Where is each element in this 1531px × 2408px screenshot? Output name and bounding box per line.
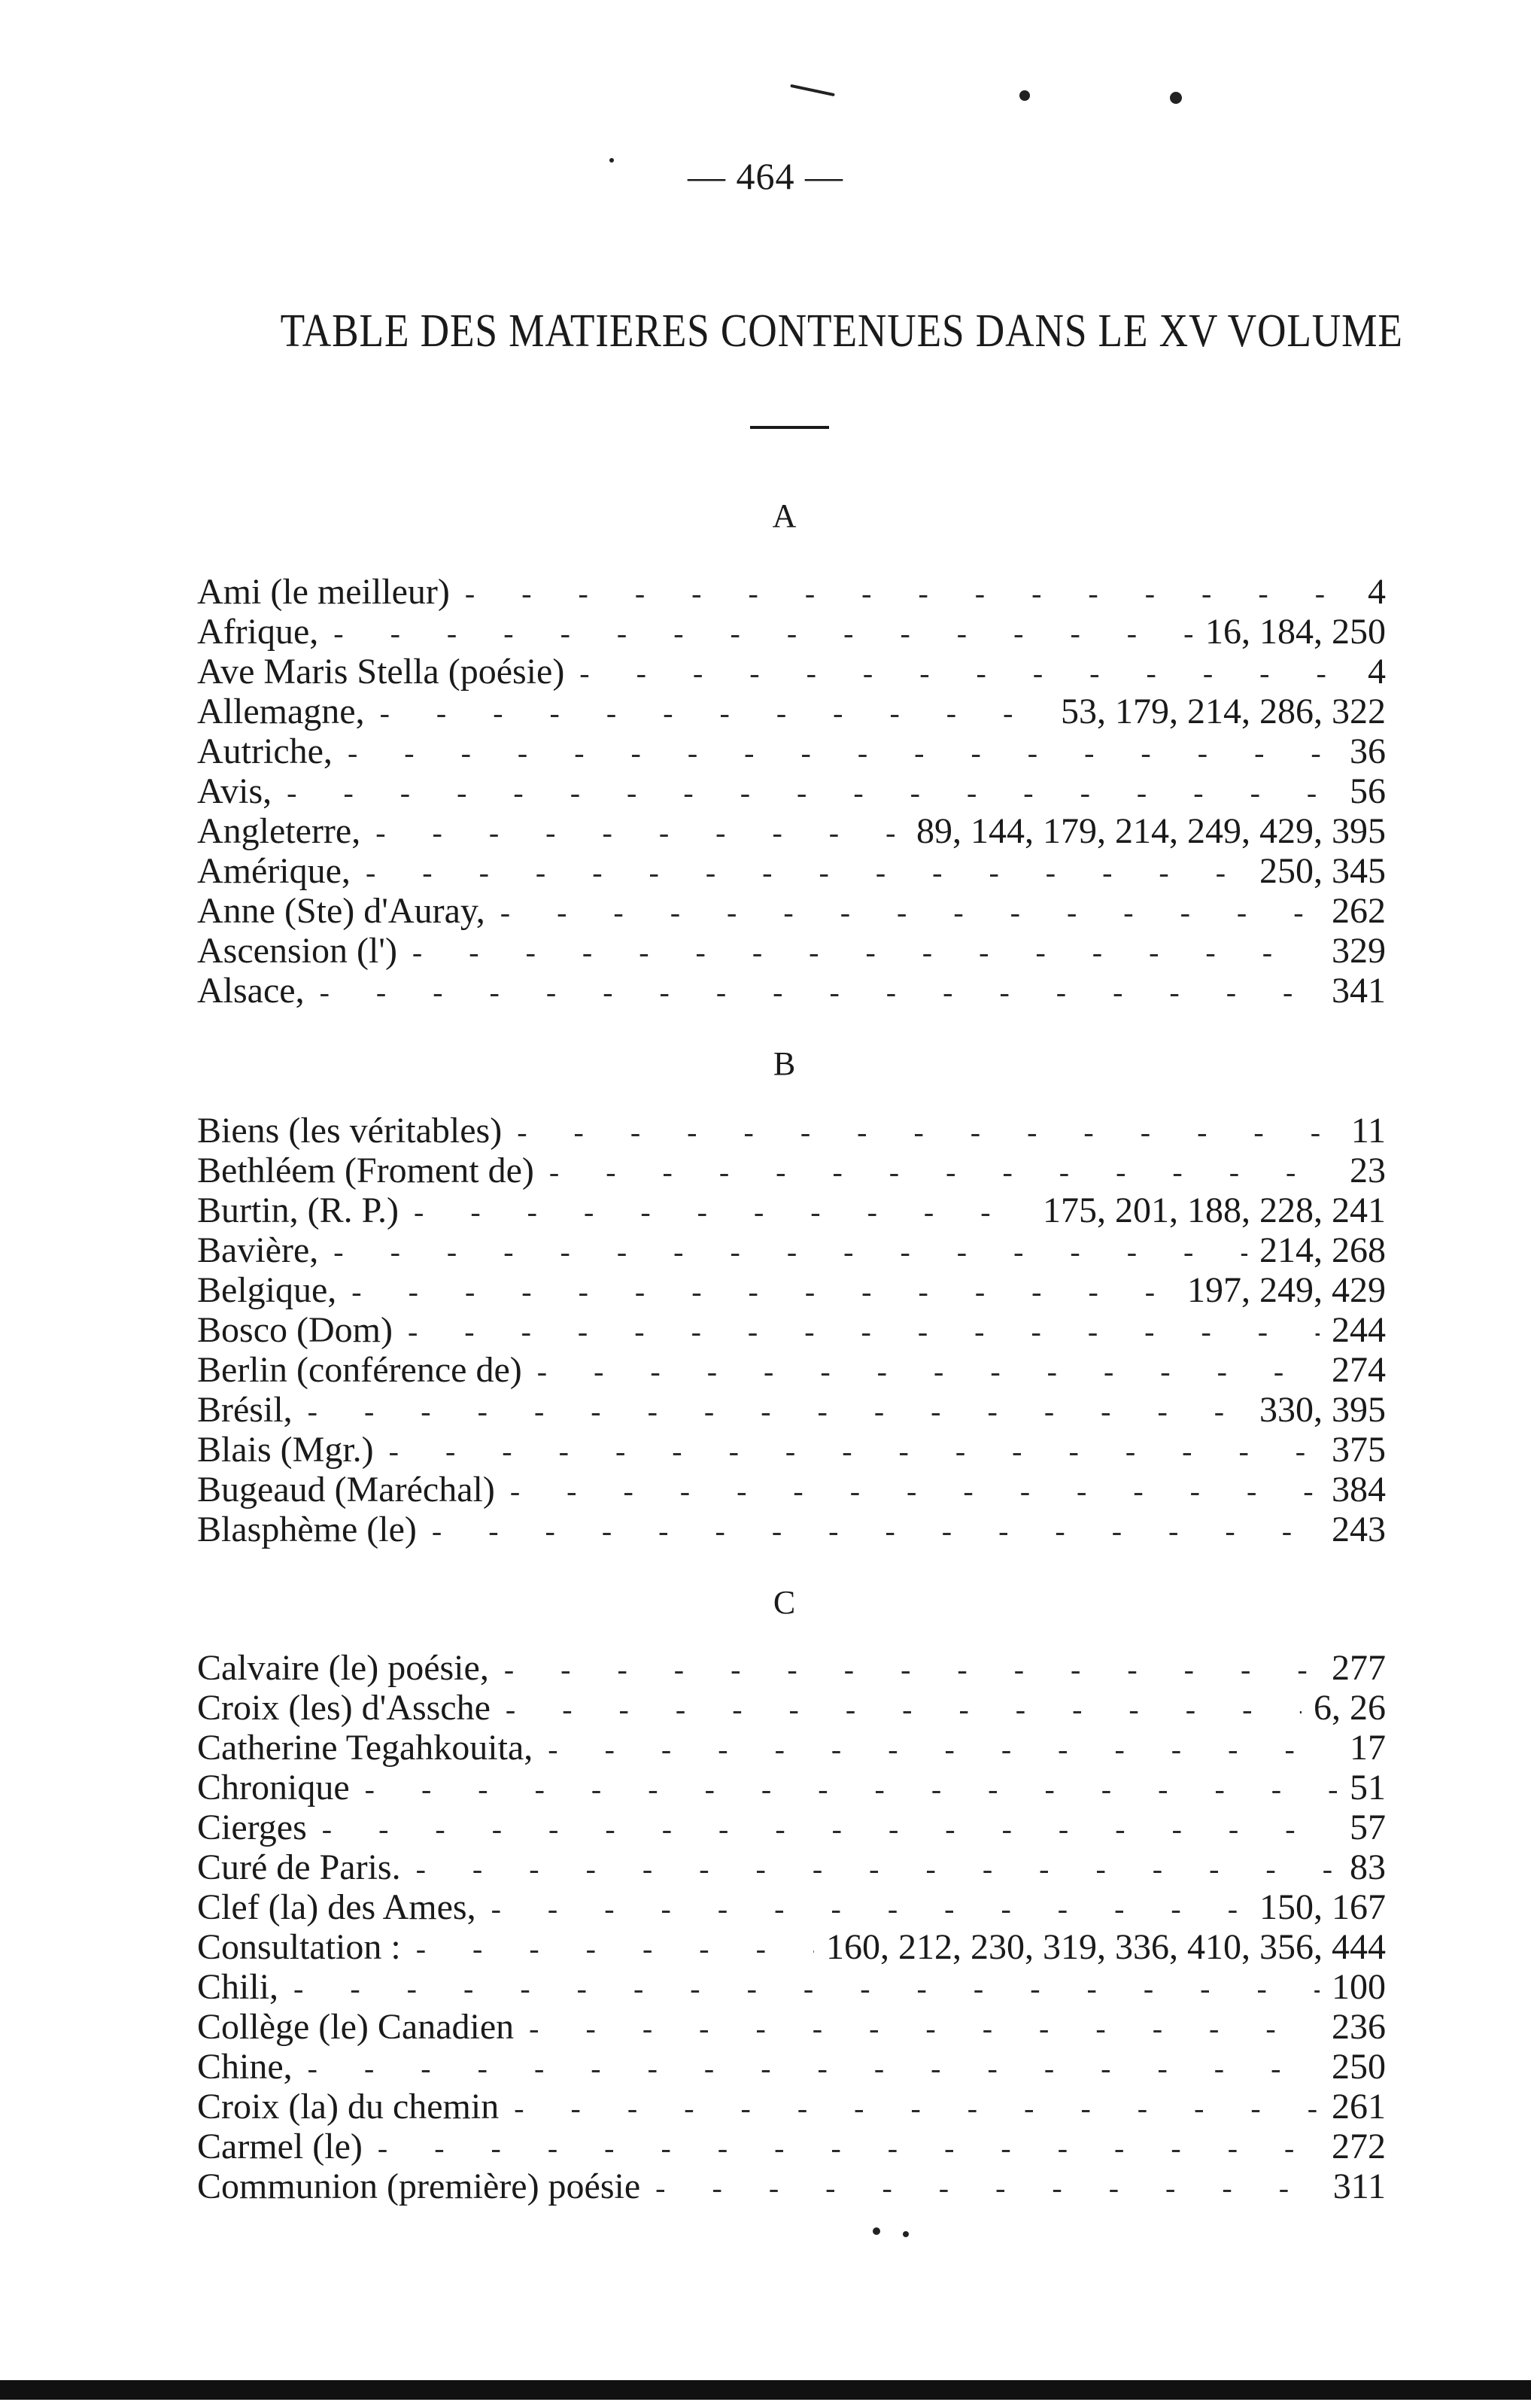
dot-leader — [389, 1431, 1320, 1471]
page-number: — 464 — — [688, 155, 843, 197]
dot-leader — [412, 932, 1320, 972]
section-b-entries — [197, 1111, 1386, 1549]
entry-pages: 272 — [1332, 2127, 1386, 2166]
entry-pages: 57 — [1350, 1808, 1386, 1847]
index-entry — [197, 1190, 1386, 1230]
entry-label: Bosco (Dom) — [197, 1310, 393, 1350]
index-entry — [197, 612, 1386, 652]
scan-speck — [1019, 90, 1030, 101]
entry-pages: 243 — [1332, 1510, 1386, 1549]
index-entry — [197, 652, 1386, 692]
dot-leader — [506, 1689, 1302, 1729]
entry-label: Avis, — [197, 771, 272, 811]
dot-leader — [655, 2168, 1321, 2208]
entry-pages: 341 — [1332, 971, 1386, 1011]
entry-pages: 4 — [1368, 652, 1386, 692]
scan-speck — [873, 2227, 880, 2235]
section-c-entries — [197, 1648, 1386, 2206]
entry-label: Clef (la) des Ames, — [197, 1887, 476, 1927]
dot-leader — [491, 1889, 1247, 1929]
entry-label: Ave Maris Stella (poésie) — [197, 652, 565, 692]
scan-speck — [609, 158, 614, 163]
index-entry — [197, 851, 1386, 891]
entry-pages: 250, 345 — [1259, 851, 1386, 891]
dot-leader — [416, 1849, 1338, 1889]
index-entry — [197, 891, 1386, 931]
dot-leader — [333, 613, 1193, 653]
dot-leader — [416, 1929, 814, 1969]
dot-leader — [414, 1192, 1031, 1232]
index-entry — [197, 2007, 1386, 2047]
dot-leader — [320, 972, 1320, 1012]
index-entry — [197, 1510, 1386, 1549]
dot-leader — [465, 573, 1356, 613]
index-entry — [197, 2127, 1386, 2166]
index-entry — [197, 1151, 1386, 1190]
dot-leader — [380, 693, 1049, 733]
entry-label: Communion (première) poésie — [197, 2166, 641, 2206]
index-entry — [197, 1350, 1386, 1390]
entry-label: Anne (Ste) d'Auray, — [197, 891, 485, 931]
entry-pages: 56 — [1350, 771, 1386, 811]
entry-label: Berlin (conférence de) — [197, 1350, 522, 1390]
entry-label: Biens (les véritables) — [197, 1111, 503, 1151]
section-letter-c: C — [773, 1584, 796, 1621]
index-entry — [197, 2047, 1386, 2087]
entry-pages: 4 — [1368, 572, 1386, 612]
index-entry — [197, 1688, 1386, 1728]
entry-label: Autriche, — [197, 731, 333, 771]
dot-leader — [351, 1272, 1175, 1312]
entry-pages: 11 — [1350, 1111, 1386, 1151]
index-entry — [197, 771, 1386, 811]
entry-label: Cierges — [197, 1808, 307, 1847]
entry-pages: 17 — [1350, 1728, 1386, 1768]
entry-pages: 330, 395 — [1259, 1390, 1386, 1430]
index-entry — [197, 1887, 1386, 1927]
entry-pages: 197, 249, 429 — [1187, 1270, 1386, 1310]
dot-leader — [375, 813, 904, 853]
dot-leader — [408, 1312, 1320, 1351]
entry-label: Blasphème (le) — [197, 1510, 417, 1549]
dot-leader — [308, 2048, 1320, 2088]
index-entry — [197, 1230, 1386, 1270]
scan-mark — [790, 84, 835, 96]
index-entry — [197, 731, 1386, 771]
entry-label: Allemagne, — [197, 692, 365, 731]
section-a-entries — [197, 572, 1386, 1011]
dot-leader — [365, 1769, 1338, 1809]
entry-label: Afrique, — [197, 612, 319, 652]
dot-leader — [366, 853, 1247, 892]
index-entry — [197, 1768, 1386, 1808]
index-entry — [197, 1390, 1386, 1430]
entry-pages: 83 — [1350, 1847, 1386, 1887]
dot-leader — [432, 1511, 1320, 1551]
entry-pages: 261 — [1332, 2087, 1386, 2127]
dot-leader — [548, 1729, 1338, 1769]
entry-label: Bethléem (Froment de) — [197, 1151, 534, 1190]
entry-label: Collège (le) Canadien — [197, 2007, 515, 2047]
dot-leader — [579, 653, 1356, 693]
index-entry — [197, 1310, 1386, 1350]
entry-pages: 100 — [1332, 1967, 1386, 2007]
title-divider — [750, 426, 829, 429]
index-entry — [197, 1728, 1386, 1768]
entry-label: Ascension (l') — [197, 931, 397, 971]
entry-label: Chili, — [197, 1967, 279, 2007]
index-entry — [197, 1967, 1386, 2007]
dot-leader — [504, 1649, 1320, 1689]
entry-pages: 36 — [1350, 731, 1386, 771]
dot-leader — [322, 1809, 1338, 1849]
entry-label: Carmel (le) — [197, 2127, 363, 2166]
dot-leader — [333, 1232, 1247, 1272]
entry-label: Catherine Tegahkouita, — [197, 1728, 533, 1768]
index-entry — [197, 1470, 1386, 1510]
entry-label: Belgique, — [197, 1270, 337, 1310]
dot-leader — [287, 773, 1338, 813]
bottom-border — [0, 2380, 1531, 2400]
entry-label: Angleterre, — [197, 811, 361, 851]
dot-leader — [510, 1471, 1320, 1511]
dot-leader — [378, 2128, 1320, 2168]
dot-leader — [293, 1969, 1320, 2008]
dot-leader — [549, 1152, 1338, 1192]
entry-pages: 6, 26 — [1314, 1688, 1386, 1728]
index-entry — [197, 1648, 1386, 1688]
index-entry — [197, 692, 1386, 731]
scan-speck — [903, 2231, 909, 2237]
entry-pages: 51 — [1350, 1768, 1386, 1808]
entry-label: Calvaire (le) poésie, — [197, 1648, 489, 1688]
page-title: TABLE DES MATIERES CONTENUES DANS LE XV VOLUME — [280, 306, 1403, 357]
entry-pages: 23 — [1350, 1151, 1386, 1190]
dot-leader — [500, 892, 1320, 932]
entry-label: Consultation : — [197, 1927, 401, 1967]
entry-pages: 262 — [1332, 891, 1386, 931]
entry-pages: 244 — [1332, 1310, 1386, 1350]
entry-pages: 384 — [1332, 1470, 1386, 1510]
section-letter-a: A — [772, 497, 797, 534]
entry-label: Chronique — [197, 1768, 350, 1808]
entry-pages: 16, 184, 250 — [1205, 612, 1386, 652]
entry-pages: 53, 179, 214, 286, 322 — [1061, 692, 1386, 731]
index-entry — [197, 971, 1386, 1011]
index-entry — [197, 931, 1386, 971]
entry-pages: 311 — [1332, 2166, 1386, 2206]
entry-pages: 160, 212, 230, 319, 336, 410, 356, 444 — [826, 1927, 1386, 1967]
entry-label: Amérique, — [197, 851, 351, 891]
entry-pages: 175, 201, 188, 228, 241 — [1043, 1190, 1386, 1230]
entry-pages: 277 — [1332, 1648, 1386, 1688]
index-entry — [197, 811, 1386, 851]
index-entry — [197, 1808, 1386, 1847]
entry-label: Alsace, — [197, 971, 305, 1011]
entry-label: Ami (le meilleur) — [197, 572, 450, 612]
entry-label: Burtin, (R. P.) — [197, 1190, 399, 1230]
index-entry — [197, 2166, 1386, 2206]
index-entry — [197, 1430, 1386, 1470]
section-letter-b: B — [773, 1045, 796, 1082]
dot-leader — [529, 2008, 1320, 2048]
index-entry — [197, 1270, 1386, 1310]
index-entry — [197, 1111, 1386, 1151]
dot-leader — [514, 2088, 1320, 2128]
entry-pages: 329 — [1332, 931, 1386, 971]
entry-label: Blais (Mgr.) — [197, 1430, 374, 1470]
index-entry — [197, 2087, 1386, 2127]
entry-label: Curé de Paris. — [197, 1847, 401, 1887]
entry-pages: 250 — [1332, 2047, 1386, 2087]
entry-pages: 236 — [1332, 2007, 1386, 2047]
index-entry — [197, 1927, 1386, 1967]
entry-label: Chine, — [197, 2047, 293, 2087]
index-entry — [197, 1847, 1386, 1887]
index-entry — [197, 572, 1386, 612]
entry-pages: 214, 268 — [1259, 1230, 1386, 1270]
entry-pages: 274 — [1332, 1350, 1386, 1390]
entry-label: Bugeaud (Maréchal) — [197, 1470, 495, 1510]
dot-leader — [517, 1112, 1339, 1152]
entry-pages: 89, 144, 179, 214, 249, 429, 395 — [916, 811, 1386, 851]
entry-label: Croix (les) d'Assche — [197, 1688, 491, 1728]
entry-label: Croix (la) du chemin — [197, 2087, 500, 2127]
entry-label: Brésil, — [197, 1390, 293, 1430]
scan-speck — [1170, 92, 1182, 104]
entry-pages: 150, 167 — [1259, 1887, 1386, 1927]
entry-label: Bavière, — [197, 1230, 319, 1270]
entry-pages: 375 — [1332, 1430, 1386, 1470]
dot-leader — [537, 1351, 1320, 1391]
dot-leader — [308, 1391, 1247, 1431]
dot-leader — [348, 733, 1338, 773]
